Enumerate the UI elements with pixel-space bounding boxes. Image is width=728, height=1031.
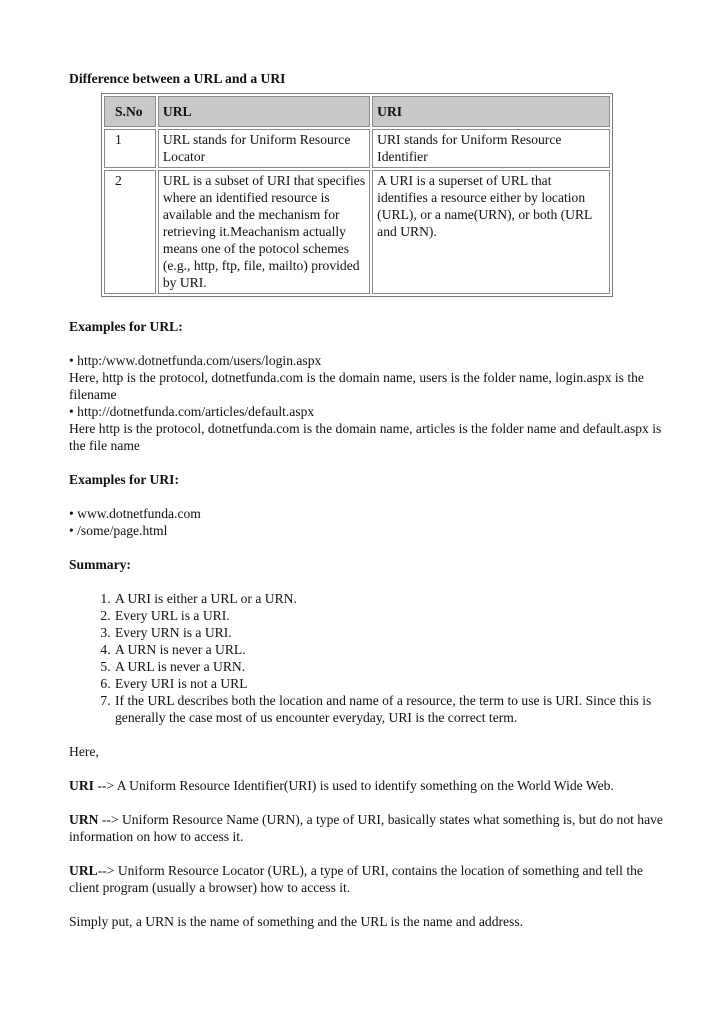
- examples-url-heading: Examples for URL:: [69, 319, 183, 334]
- list-item: 5. A URL is never a URN.: [114, 658, 669, 675]
- here-label: Here,: [69, 744, 99, 759]
- cell-url: URL is a subset of URI that specifies where an identified resource is available and the mechanism for retrieving it.Meachanism actually means one of the potocol schemes (e.g., http, ftp, file, mailto) provided by URI.: [158, 170, 370, 294]
- list-item: 7. If the URL describes both the location and name of a resource, the term to use is URI. Since this is generally the case most of us encounter everyday, URI is the correct term.: [114, 692, 669, 726]
- list-item: • /some/page.html: [69, 523, 168, 538]
- uri-definition-text: --> A Uniform Resource Identifier(URI) is used to identify something on the World Wide Web.: [93, 778, 614, 793]
- cell-sno: 2: [104, 170, 156, 294]
- header-uri: URI: [372, 96, 610, 127]
- uri-term: URI: [69, 778, 94, 793]
- closing-sentence: Simply put, a URN is the name of something and the URL is the name and address.: [69, 914, 524, 929]
- comparison-table: [101, 93, 613, 297]
- table-row: [104, 129, 610, 168]
- list-item: Here, http is the protocol, dotnetfunda.com is the domain name, users is the folder name, login.aspx is the filename: [69, 370, 644, 402]
- list-item: 1. A URI is either a URL or a URN.: [114, 590, 669, 607]
- examples-uri-heading: Examples for URI:: [69, 472, 180, 487]
- table-header-row: [104, 96, 610, 127]
- cell-uri: URI stands for Uniform Resource Identifier: [372, 129, 610, 168]
- urn-definition: [69, 811, 669, 845]
- header-sno: S.No: [104, 96, 156, 127]
- url-definition-text: --> Uniform Resource Locator (URL), a type of URI, contains the location of something and tell the client program (usually a browser) how to access it.: [69, 863, 643, 895]
- summary-list: [69, 590, 669, 726]
- list-item: Here http is the protocol, dotnetfunda.com is the domain name, articles is the folder name and default.aspx is the file name: [69, 421, 662, 453]
- list-item: 6. Every URI is not a URL: [114, 675, 669, 692]
- examples-uri-list: [69, 505, 669, 539]
- list-item: • www.dotnetfunda.com: [69, 506, 201, 521]
- url-term: URL: [69, 863, 98, 878]
- cell-url: URL stands for Uniform Resource Locator: [158, 129, 370, 168]
- urn-definition-text: --> Uniform Resource Name (URN), a type of URI, basically states what something is, but do not have information on how to access it.: [69, 812, 663, 844]
- cell-uri: A URI is a superset of URL that identifies a resource either by location (URL), or a name(URN), or both (URL and URN).: [372, 170, 610, 294]
- url-definition: [69, 862, 669, 896]
- urn-term: URN: [69, 812, 99, 827]
- list-item: 2. Every URL is a URI.: [114, 607, 669, 624]
- cell-sno: 1: [104, 129, 156, 168]
- page-title: Difference between a URL and a URI: [69, 71, 286, 86]
- uri-definition: [69, 777, 669, 794]
- list-item: 4. A URN is never a URL.: [114, 641, 669, 658]
- table-row: [104, 170, 610, 294]
- summary-heading: Summary:: [69, 557, 131, 572]
- header-url: URL: [158, 96, 370, 127]
- document-page: [69, 70, 669, 930]
- list-item: 3. Every URN is a URI.: [114, 624, 669, 641]
- list-item: • http:/www.dotnetfunda.com/users/login.aspx: [69, 353, 322, 368]
- list-item: • http://dotnetfunda.com/articles/default.aspx: [69, 404, 315, 419]
- examples-url-list: [69, 352, 669, 454]
